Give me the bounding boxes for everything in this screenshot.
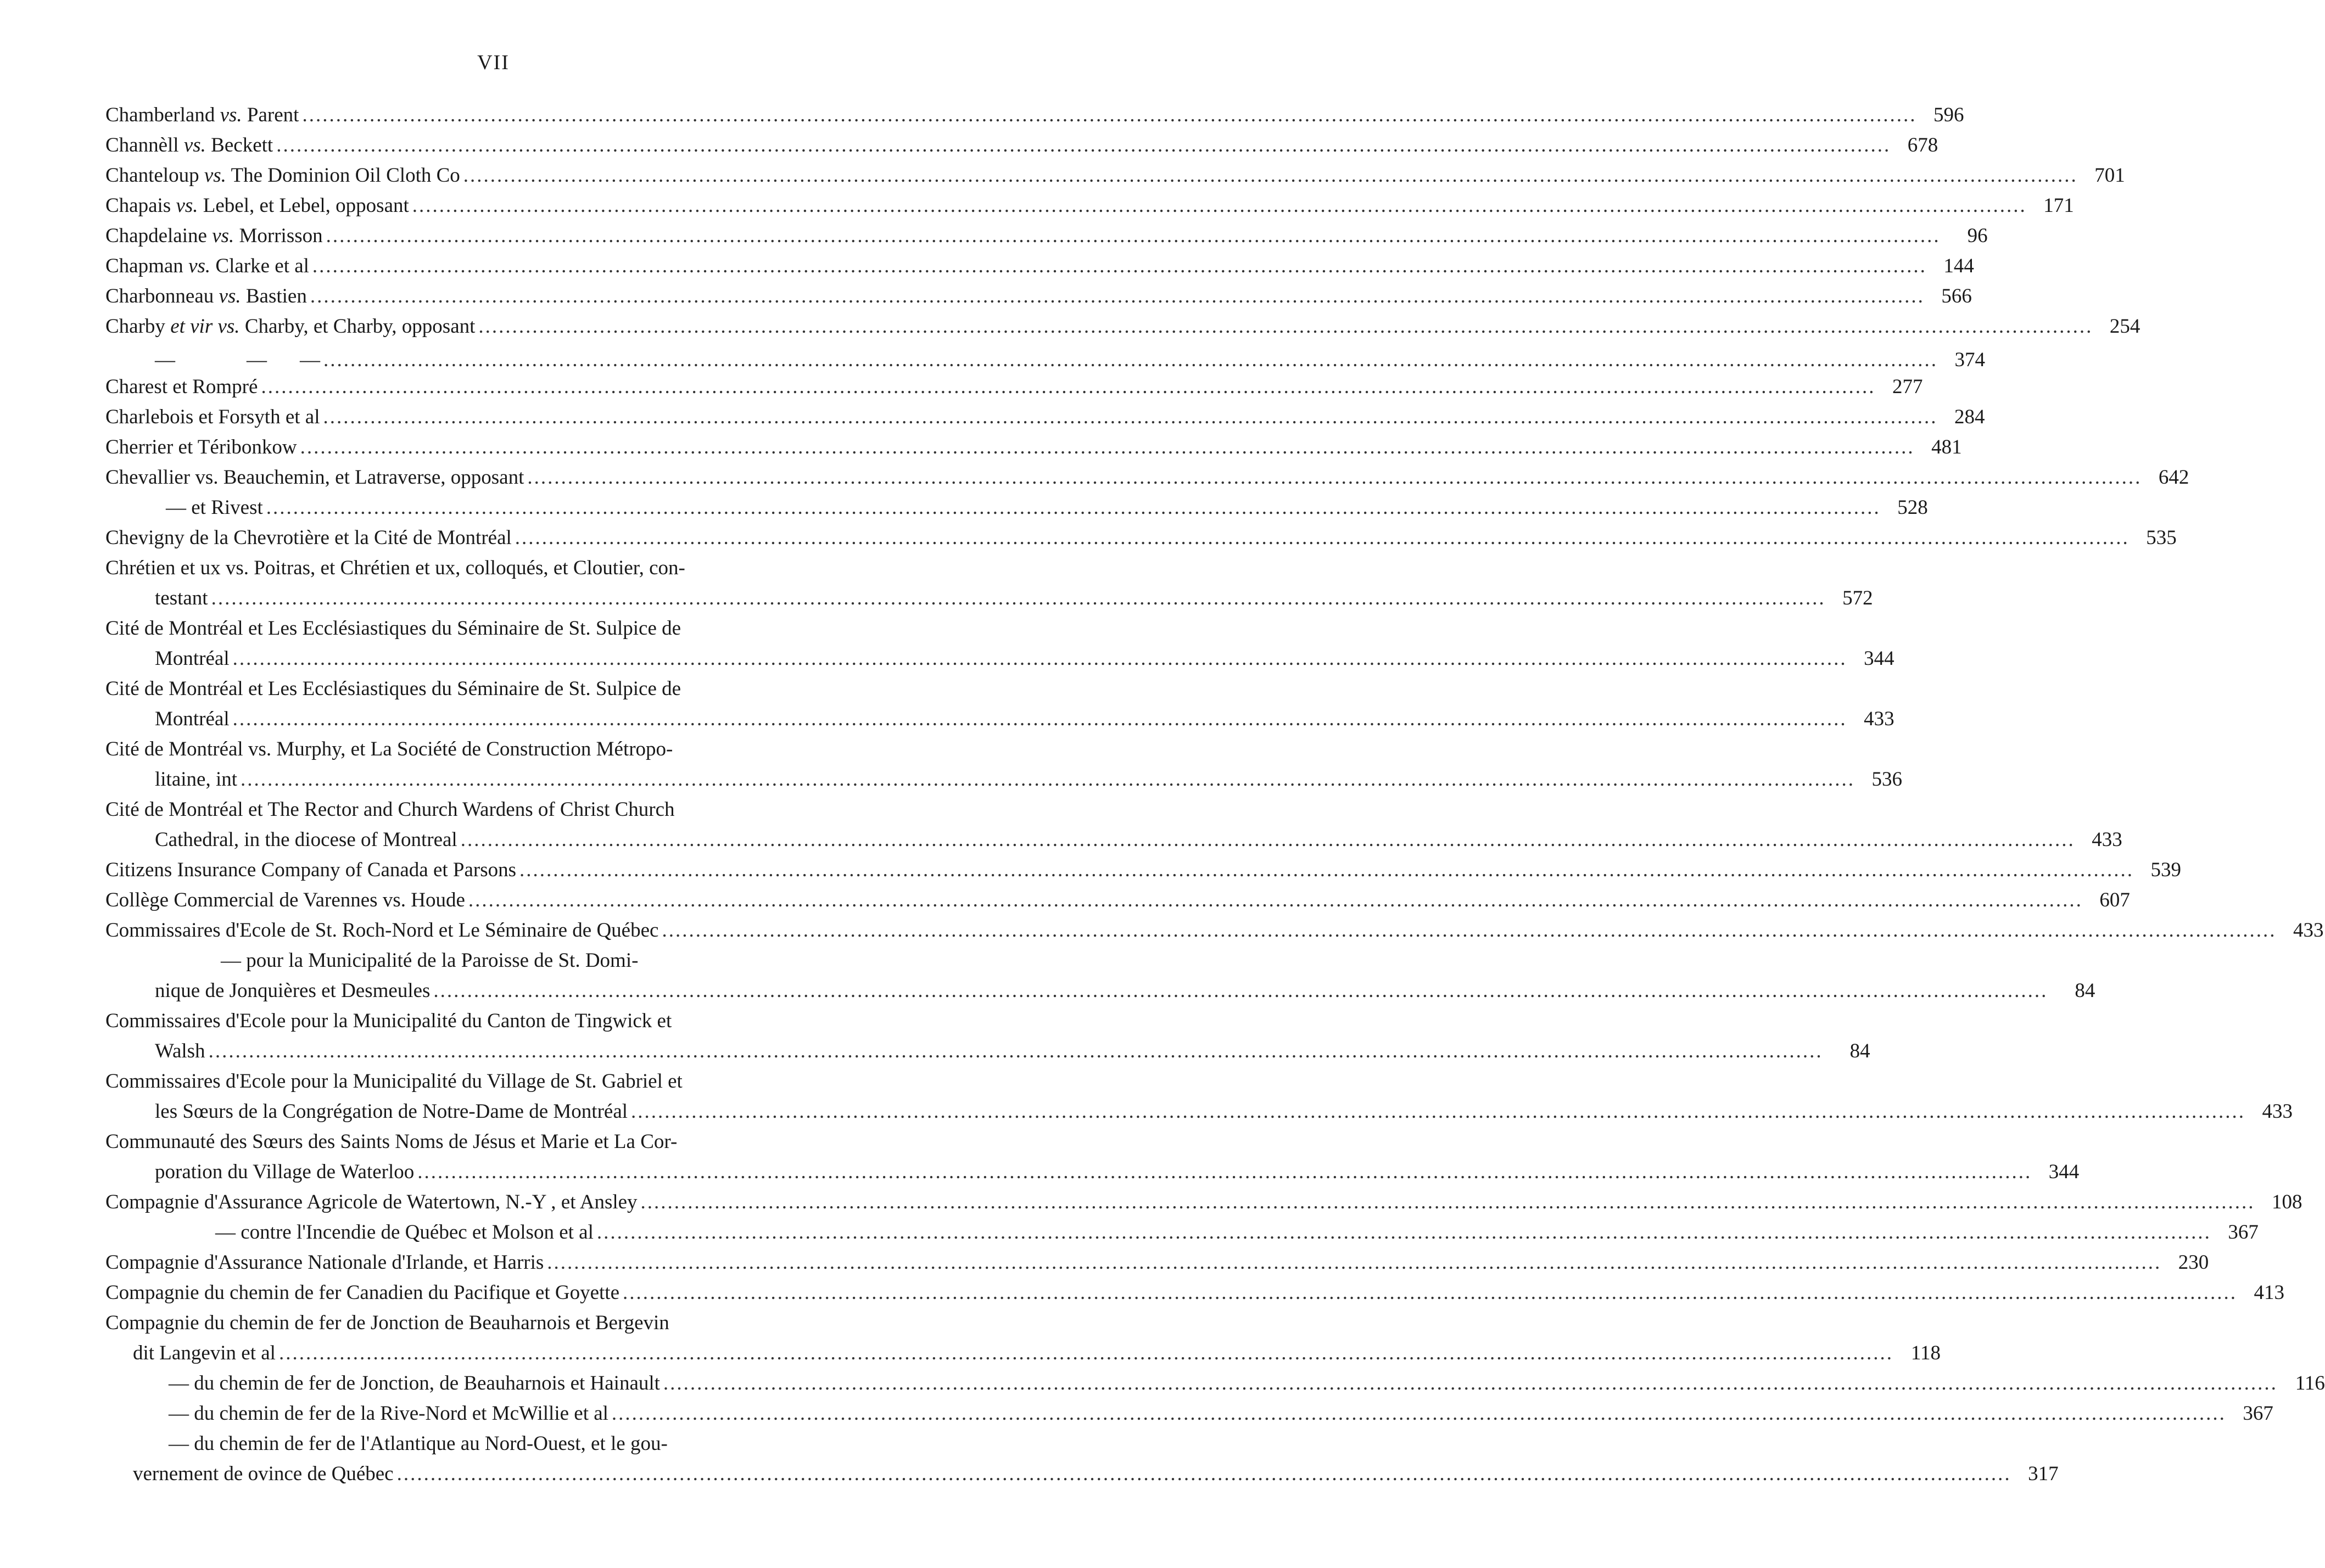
- index-entry: Chanteloup vs. The Dominion Oil Cloth Co ..... 701: [105, 160, 888, 191]
- ditto-mark: —: [300, 349, 320, 371]
- index-entry: Chevigny de la Chevrotière et la Cité de Montréal ..... 535: [105, 523, 888, 553]
- index-entry: Chevallier vs. Beauchemin, et Latraverse, opposant ..... 642: [105, 462, 888, 492]
- index-entry-wrapped: Chrétien et ux vs. Poitras, et Chrétien et ux, colloqués, et Cloutier, con- testant ..... 572: [105, 553, 888, 613]
- page-ref: 572: [1842, 587, 1873, 609]
- page-ref: 433: [2262, 1100, 2293, 1123]
- index-entry: Citizens Insurance Company of Canada et Parsons ..... 539: [105, 855, 888, 885]
- index-entry-wrapped: Commissaires d'Ecole pour la Municipalité du Village de St. Gabriel et les Sœurs de la Congrégation de Notre-Dame de Montréal ..... 433: [105, 1066, 888, 1127]
- index-entry: Charest et Rompré ..... 277: [105, 372, 888, 402]
- page-ref: 433: [1864, 708, 1894, 730]
- index-entry: Chapais vs. Lebel, et Lebel, opposant ..... 171: [105, 191, 888, 221]
- index-entry: Compagnie d'Assurance Agricole de Watertown, N.-Y , et Ansley ..... 108: [105, 1187, 888, 1217]
- index-entry: Charlebois et Forsyth et al ..... 284: [105, 402, 888, 432]
- page-ref: 108: [2272, 1191, 2302, 1213]
- page-ref: 284: [1954, 406, 1985, 428]
- page-ref: 171: [2043, 194, 2074, 217]
- page-ref: 344: [1864, 647, 1894, 670]
- index-entry: Collège Commercial de Varennes vs. Houde ..... 607: [105, 885, 888, 915]
- index-entry: Chamberland vs. Parent ..... 596: [105, 100, 888, 130]
- ditto-entry: [105, 341, 1985, 372]
- ditto-mark: —: [155, 349, 175, 371]
- index-entry: Charby et vir vs. Charby, et Charby, opposant ..... 254: [105, 311, 888, 341]
- page-ref: 96: [1967, 225, 1988, 247]
- index-entry-wrapped: Cité de Montréal et Les Ecclésiastiques du Séminaire de St. Sulpice de Montréal ..... 433: [105, 674, 888, 734]
- page-number: VII: [477, 51, 510, 74]
- page-ref: 535: [2146, 527, 2177, 549]
- index-entry-wrapped: Cité de Montréal vs. Murphy, et La Société de Construction Métropo- litaine, int ..... 536: [105, 734, 888, 794]
- index-entry-wrapped: — du chemin de fer de l'Atlantique au Nord-Ouest, et le gou- vernement de ovince de Québec ..... 317: [105, 1429, 888, 1489]
- page-ref: 433: [2293, 919, 2324, 942]
- index-entry-wrapped: — pour la Municipalité de la Paroisse de St. Domi- nique de Jonquières et Desmeules ..... 84: [105, 945, 888, 1006]
- page-ref: 84: [2075, 979, 2095, 1002]
- page-ref: 367: [2228, 1221, 2259, 1244]
- page-ref: 367: [2243, 1402, 2273, 1425]
- index-list: [105, 100, 2325, 1489]
- index-entry: Compagnie du chemin de fer Canadien du Pacifique et Goyette ..... 413: [105, 1278, 888, 1308]
- page-ref: 539: [2150, 859, 2182, 881]
- index-entry-wrapped: Commissaires d'Ecole pour la Municipalité du Canton de Tingwick et Walsh ..... 84: [105, 1006, 888, 1066]
- index-entry: Channèll vs. Beckett ..... 678: [105, 130, 888, 160]
- page-ref: 701: [2094, 164, 2125, 187]
- page-ref: 678: [1907, 134, 1938, 156]
- page-ref: 433: [2092, 828, 2122, 851]
- page-ref: 607: [2099, 889, 2130, 911]
- page-ref: 528: [1897, 496, 1928, 519]
- index-entry: — du chemin de fer de la Rive-Nord et McWillie et al ..... 367: [105, 1398, 888, 1429]
- index-entry: Cherrier et Téribonkow ..... 481: [105, 432, 888, 462]
- index-entry: Chapman vs. Clarke et al ..... 144: [105, 251, 888, 281]
- index-entry: Charbonneau vs. Bastien ..... 566: [105, 281, 888, 311]
- index-entry-wrapped: Communauté des Sœurs des Saints Noms de Jésus et Marie et La Cor- poration du Village de Waterloo ..... 344: [105, 1127, 888, 1187]
- index-entry-wrapped: Compagnie du chemin de fer de Jonction de Beauharnois et Bergevin dit Langevin et al ..... 118: [105, 1308, 888, 1368]
- page-ref: 642: [2158, 466, 2189, 489]
- index-entry: Commissaires d'Ecole de St. Roch-Nord et Le Séminaire de Québec ..... 433: [105, 915, 888, 945]
- page-ref: 344: [2048, 1161, 2080, 1183]
- index-entry: Compagnie d'Assurance Nationale d'Irlande, et Harris ..... 230: [105, 1247, 888, 1278]
- page-ref: 230: [2178, 1251, 2209, 1274]
- page-ref: 84: [1849, 1040, 1870, 1062]
- ditto-mark: —: [247, 349, 267, 371]
- index-entry: — du chemin de fer de Jonction, de Beauharnois et Hainault ..... 116: [105, 1368, 888, 1398]
- page-ref: 536: [1871, 768, 1903, 791]
- page-ref: 413: [2254, 1281, 2285, 1304]
- page-ref: 144: [1943, 255, 1974, 277]
- index-entry: — contre l'Incendie de Québec et Molson et al ..... 367: [105, 1217, 888, 1247]
- page-ref: 481: [1931, 436, 1962, 458]
- page-ref: 596: [1933, 104, 1964, 126]
- page-ref: 118: [1910, 1342, 1941, 1364]
- page-ref: 317: [2028, 1463, 2059, 1485]
- page-ref: 566: [1941, 285, 1972, 307]
- page-ref: 374: [1954, 349, 1985, 371]
- page-ref: 277: [1892, 376, 1923, 398]
- page-ref: 254: [2109, 315, 2140, 338]
- index-entry: Chapdelaine vs. Morrisson ..... 96: [105, 221, 888, 251]
- index-entry-wrapped: Cité de Montréal et The Rector and Church Wardens of Christ Church Cathedral, in the diocese of Montreal ..... 433: [105, 794, 888, 855]
- index-entry: — et Rivest ..... 528: [105, 492, 888, 523]
- index-entry-wrapped: Cité de Montréal et Les Ecclésiastiques du Séminaire de St. Sulpice de Montréal ..... 344: [105, 613, 888, 674]
- page-ref: 116: [2295, 1372, 2325, 1395]
